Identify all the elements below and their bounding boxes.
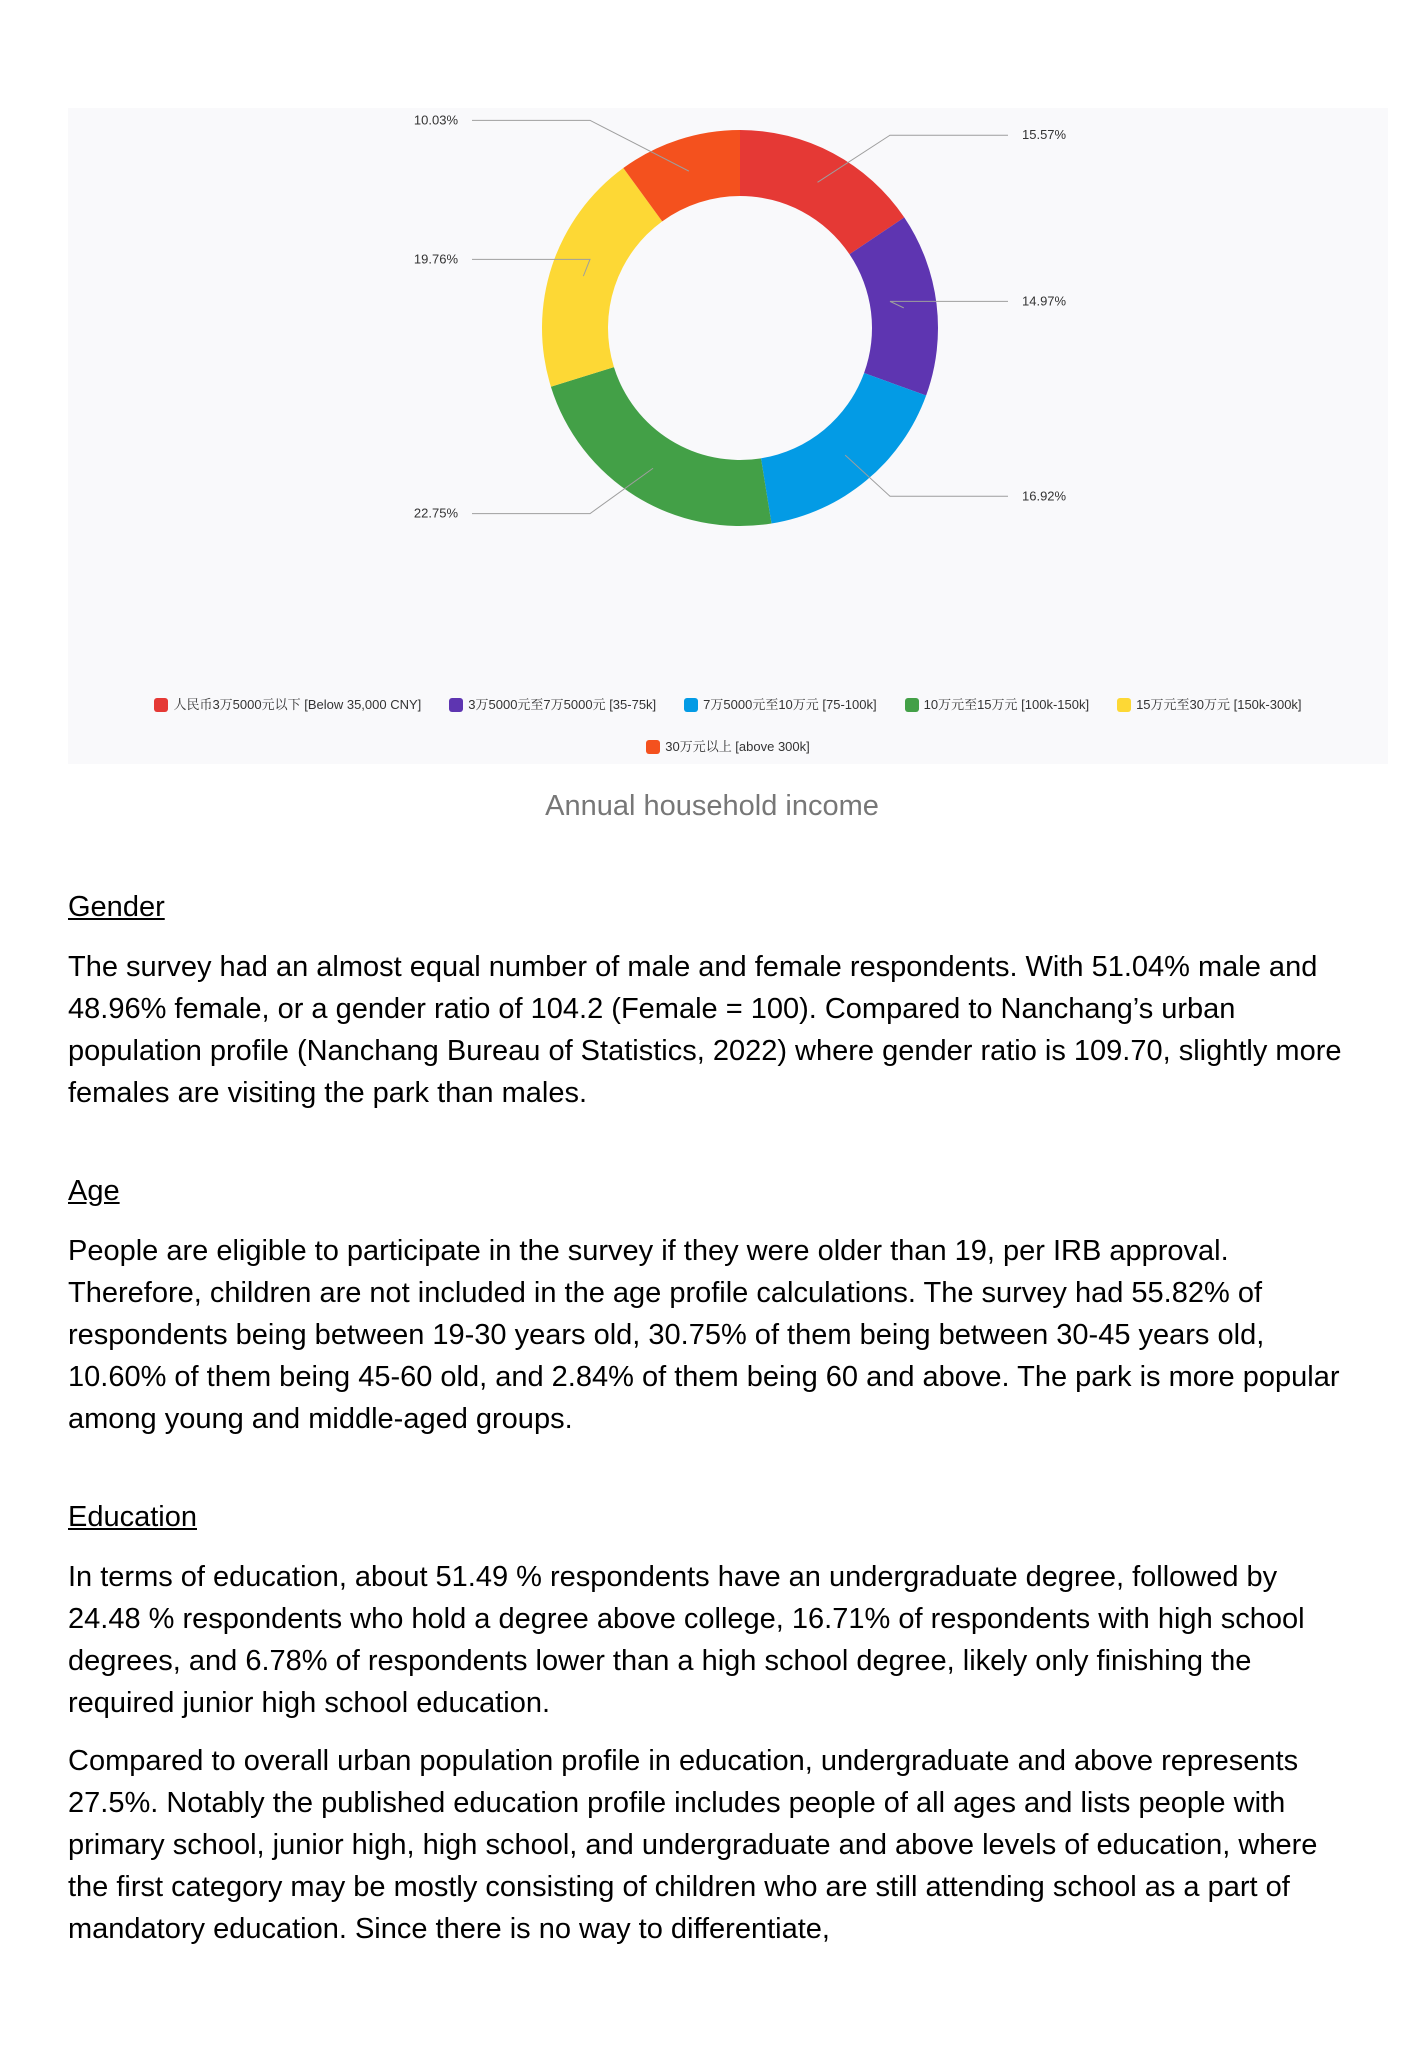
legend-swatch	[646, 740, 660, 754]
slice-value-label: 14.97%	[1022, 293, 1067, 309]
legend-item[interactable]	[905, 696, 1089, 714]
legend-swatch	[449, 698, 463, 712]
section-gender	[68, 890, 1348, 1114]
income-donut-chart	[68, 108, 1388, 688]
donut-slice[interactable]	[761, 373, 926, 523]
legend-item[interactable]	[449, 696, 656, 714]
section-age	[68, 1174, 1348, 1440]
slice-value-label: 22.75%	[413, 505, 458, 521]
slice-value-label: 15.57%	[1022, 127, 1067, 143]
legend-label: 7万5000元至10万元 [75-100k]	[703, 697, 877, 712]
income-chart-panel	[68, 108, 1388, 764]
slice-value-label: 19.76%	[413, 251, 458, 267]
paragraph: In terms of education, about 51.49 % respondents have an undergraduate degree, followed by 24.48 % respondents who hold a degree above college, 16.71% of respondents with high school degrees, and 6.78% of respondents lower than a high school degree, likely only finishing the required junior high school education.	[68, 1561, 1305, 1719]
legend-item[interactable]	[1117, 696, 1301, 714]
paragraph: The survey had an almost equal number of male and female respondents. With 51.04% male and 48.96% female, or a gender ratio of 104.2 (Female = 100). Compared to Nanchang’s urban population profile (Nanchang Bureau of Statistics, 2022) where gender ratio is 109.70, slightly more females are visiting the park than males.	[68, 951, 1342, 1109]
section-heading: Age	[68, 1175, 120, 1207]
section-heading: Gender	[68, 891, 165, 923]
document-body	[68, 890, 1348, 2010]
section-education	[68, 1500, 1348, 1950]
paragraph: People are eligible to participate in the survey if they were older than 19, per IRB approval. Therefore, children are not included in the age profile calculations. The survey had 55.82% of respondents being between 19-30 years old, 30.75% of them being between 30-45 years old, 10.60% of them being 45-60 old, and 2.84% of them being 60 and above. The park is more popular among young and middle-aged groups.	[68, 1235, 1340, 1435]
legend-item[interactable]	[154, 696, 421, 714]
legend-item[interactable]	[646, 738, 810, 756]
chart-legend	[68, 696, 1388, 780]
legend-item[interactable]	[684, 696, 876, 714]
legend-label: 人民币3万5000元以下 [Below 35,000 CNY]	[173, 697, 422, 712]
legend-swatch	[905, 698, 919, 712]
slice-value-label: 16.92%	[1022, 488, 1067, 504]
legend-swatch	[1117, 698, 1131, 712]
donut-slice[interactable]	[542, 168, 662, 387]
chart-caption: Annual household income	[545, 790, 879, 822]
legend-label: 10万元至15万元 [100k-150k]	[923, 697, 1090, 712]
donut-slice[interactable]	[551, 367, 772, 526]
legend-label: 15万元至30万元 [150k-300k]	[1136, 697, 1302, 712]
paragraph: Compared to overall urban population profile in education, undergraduate and above represents 27.5%. Notably the published education profile includes people of all ages and lists people with primary school, junior high, high school, and undergraduate and above levels of education, where the first category may be mostly consisting of children who are still attending school as a part of mandatory education. Since there is no way to differentiate,	[68, 1745, 1318, 1945]
slice-value-label: 10.03%	[413, 112, 458, 128]
section-heading: Education	[68, 1501, 197, 1533]
legend-swatch	[684, 698, 698, 712]
legend-swatch	[154, 698, 168, 712]
legend-label: 3万5000元至7万5000元 [35-75k]	[468, 697, 657, 712]
legend-label: 30万元以上 [above 300k]	[665, 739, 810, 754]
